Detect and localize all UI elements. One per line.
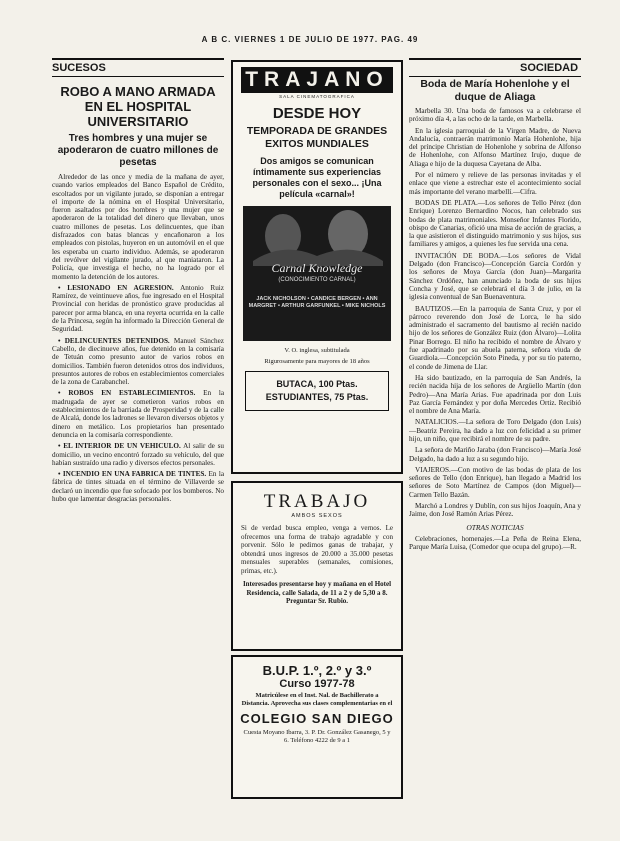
film-tagline: Dos amigos se comunican íntimamente sus experiencias personales con el sexo... ¡Una película «carnal»! — [252, 156, 382, 199]
film-rating: Rigurosamente para mayores de 18 años — [264, 358, 370, 365]
trajano-logo-sub: SALA CINEMATOGRAFICA — [279, 94, 355, 99]
right-paragraph: Ha sido bautizado, en la parroquia de San Andrés, la recién nacida hija de los señores de Argüello Martín (don Pedro)—Ana María Arias. Fue apadrinada por don Luis Paz García Fernández y por doña Mercedes Ortiz. Recibió el nombre de Ana María. — [409, 373, 581, 416]
bup-address: Cuesta Moyano Ibarra, 3. P. Dr. González Gasanego, 5 y 6. Teléfono 4222 de 9 a 1 — [243, 729, 391, 744]
price-butaca: BUTACA, 100 Ptas. — [276, 379, 358, 389]
right-paragraph: Celebraciones, homenajes.—La Peña de Reina Elena, Parque María Luisa, (Comedor que ocupa del grupo).—R. — [409, 534, 581, 551]
film-version: V. O. inglesa, subtitulada — [284, 347, 350, 354]
brief-item: • ROBOS EN ESTABLECIMIENTOS. En la madrugada de ayer se cometieron varios robos en establecimientos de la barriada de Prosperidad y de la calle de Alcalá, donde los ladrones se llevaron diversos objetos y dinero en metálico. Los propietarios han presentado denuncia en la comisaría correspondiente. — [52, 389, 224, 439]
brief-item: • DELINCUENTES DETENIDOS. Manuel Sánchez Cabello, de diecinueve años, fue detenido en la comisaría de Tetuán como presunto autor de varios robos en domicilios. También fueron detenidos otros dos individuos, presuntos autores de robos en establecimientos comerciales de la zona de Carabanchel. — [52, 336, 224, 387]
film-poster — [243, 206, 391, 341]
brief-item: • LESIONADO EN AGRESION. Antonio Ruiz Ramírez, de veintinueve años, fue ingresado en el Hospital Provincial con heridas de pronóstico grave producidas al parecer por arma blanca, en una reyerta ocurrida en la calle de la Princesa, según ha informado la Dirección General de Seguridad. — [52, 283, 224, 334]
left-lead-paragraph: Alrededor de las once y media de la mañana de ayer, cuando varios empleados del Banco Español de Crédito, escoltados por un vigilante jurado, se disponían a entregar el importe de la nómina en el Hospital Universitario, fueron asaltados por dos hombres y una mujer que se apoderaron de la totalidad del dinero que llevaban, unos cuatro millones de pesetas. Los delincuentes, que iban disfrazados con batas blancas y encañonaron a los empleados con pistolas, huyeron en un automóvil en el que les esperaba un cuarto individuo. Además, se apoderaron del revólver del vigilante jurado, al que maniataron. La Policía, que investiga el hecho, no ha logrado por el momento la detención de los autores. — [52, 173, 224, 281]
film-cast: JACK NICHOLSON • CANDICE BERGEN • ANN MARGRET • ARTHUR GARFUNKEL • MIKE NICHOLS — [248, 296, 386, 309]
trabajo-body: Si de verdad busca empleo, venga a vernos. Le ofrecemos una forma de trabajo agradable y con porvenir. Sólo le pedimos ganas de trabajar, y obtendrá unos ingresos de 20.000 a 35.000 pesetas mensuales superables (semanales, comisiones, primas, etc.). — [241, 524, 393, 575]
right-paragraph: Por el número y relieve de las personas invitadas y el enlace que viene a estrechar este el acontecimiento social más importante del verano marbellí.—Cifra. — [409, 171, 581, 196]
section-rule-left — [52, 76, 224, 77]
bup-body: Matricúlese en el Inst. Nal. de Bachillerato a Distancia. Aprovecha sus clases complementarias en el — [241, 692, 393, 707]
section-rule-right — [409, 76, 581, 77]
trabajo-subtitle: AMBOS SEXOS — [291, 513, 343, 519]
right-paragraph: BAUTIZOS.—En la parroquia de Santa Cruz, y por el párroco reverendo don José de Lorca, le ha sido administrado el sacramento del bautismo al recién nacido hijo de los señores de González Ruiz (don Álvaro)—Lolita Pinar Borrego. El niño ha recibido el nombre de Álvaro y fue apadrinado por su abuela paterna, señora viuda de Guardiola.—Concepción Soto Pineda, y por su tío paterno, el conde de Jimena de Llar. — [409, 304, 581, 371]
brief-label: INCENDIO EN UNA FABRICA DE TINTES. — [62, 470, 207, 479]
brief-text: Manuel Sánchez Cabello, de diecinueve años, fue detenido en la comisaría de Tetuán como presunto autor de varios robos en domicilios. También fueron detenidos otros dos individuos, presuntos autores de robos en establecimientos comerciales de la zona de Carabanchel. — [52, 336, 224, 387]
section-sociedad: SOCIEDAD — [520, 62, 579, 74]
brief-text: En la fábrica de tintes situada en el término de Villaverde se declaró un incendio que fue sofocado por los bomberos. No hubo que lamentar desgracias personales. — [52, 470, 224, 503]
right-paragraph: Marchó a Londres y Dublín, con sus hijos Joaquín, Ana y Jaime, don José Ramón Arias Pérez. — [409, 502, 581, 519]
right-paragraph: NATALICIOS.—La señora de Toro Delgado (don Luis)—Beatriz Pereira, ha dado a luz con felicidad a su primer hijo, un niño, que recibirá el nombre de su padre. — [409, 418, 581, 443]
header-rule-left — [52, 58, 224, 60]
price-box — [245, 371, 389, 411]
right-paragraph: La señora de Mariño Jaraba (don Francisco)—María José Delgado, ha dado a luz a su segundo hijo. — [409, 446, 581, 463]
trajano-cinema-ad — [231, 60, 403, 474]
right-paragraph: En la iglesia parroquial de la Virgen Madre, de Nueva Andalucía, contraerán matrimonio María Hohenlohe, hija del príncipe Christian de Hohenlohe y sobrina de Alfonso de Hohenlohe, con Alfonso Martínez Irujo, duque de Aliaga e hijo de la duquesa Cayetana de Alba. — [409, 126, 581, 168]
desde-hoy: DESDE HOY — [272, 105, 362, 122]
left-subheadline: Tres hombres y una mujer se apoderaron de cuatro millones de pesetas — [57, 133, 219, 168]
brief-item: • EL INTERIOR DE UN VEHICULO. Al salir de su domicilio, un vecino encontró forzado su vehículo, del que habían sustraído una radio y diversos efectos personales. — [52, 442, 224, 467]
right-paragraph: INVITACIÓN DE BODA.—Los señores de Vidal Delgado (don Francisco)—Concepción García Cordón y los señores de Moya García (don Juan)—Margarita Sánchez Ordóñez, han anunciado la boda de sus hijos Concha y José, que se celebrará el día 3 de julio, en la iglesia conventual de San Buenaventura. — [409, 251, 581, 302]
trajano-logo: TRAJANO — [241, 67, 393, 93]
bup-ad — [231, 655, 403, 799]
film-title: Carnal Knowledge — [271, 261, 363, 275]
brief-label: EL INTERIOR DE UN VEHICULO. — [63, 442, 181, 451]
brief-text: Al salir de su domicilio, un vecino encontró forzado su vehículo, del que habían sustraído una radio y diversos efectos personales. — [52, 442, 224, 467]
temporada-title: TEMPORADA DE GRANDES EXITOS MUNDIALES — [246, 125, 388, 150]
brief-label: ROBOS EN ESTABLECIMIENTOS. — [68, 389, 196, 398]
bup-curso: Curso 1977-78 — [279, 678, 355, 690]
trabajo-ad — [231, 481, 403, 651]
right-paragraph: Marbella 30. Una boda de famosos va a celebrarse el próximo día 4, a las ocho de la tarde, en Marbella. — [409, 107, 581, 124]
price-estudiantes: ESTUDIANTES, 75 Ptas. — [265, 392, 369, 402]
sucesos-column — [52, 78, 224, 818]
otras-noticias-title: OTRAS NOTICIAS — [466, 522, 524, 532]
bup-colegio: COLEGIO SAN DIEGO — [240, 711, 394, 726]
brief-label: DELINCUENTES DETENIDOS. — [64, 336, 170, 345]
header-rule-right — [409, 58, 581, 60]
right-paragraph: BODAS DE PLATA.—Los señores de Tello Pérez (don Enrique) Lorenzo Bernardino Nocos, han celebrado sus bodas de plata matrimoniales. Monseñor Infantes Florido, obispo de Canarias, ofició una misa de acción de gracias, a la que asistieron el distinguido matrimonio y sus hijos, sus familiares y amigos, a quienes les fue servida una cena. — [409, 198, 581, 249]
brief-text: En la madrugada de ayer se cometieron varios robos en establecimientos de la barriada de Prosperidad y de la calle de Alcalá, donde los ladrones se llevaron diversos objetos y dinero en metálico. Los propietarios han presentado denuncia en la comisaría correspondiente. — [52, 389, 224, 439]
trabajo-title: TRABAJO — [263, 491, 371, 512]
bup-title: B.U.P. 1.º, 2.º y 3.º — [262, 663, 372, 678]
right-paragraph: VIAJEROS.—Con motivo de las bodas de plata de los señores de Tello (don Enrique), han llegado a Madrid los señores de Soto Martínez de Campos (don Miguel)—Carmen Tello Bazán. — [409, 465, 581, 499]
brief-label: LESIONADO EN AGRESION. — [67, 283, 174, 292]
page-header: A B C. VIERNES 1 DE JULIO DE 1977. PAG. 49 — [201, 35, 419, 44]
right-headline: Boda de María Hohenlohe y el duque de Aliaga — [420, 78, 570, 103]
sociedad-column — [409, 78, 581, 818]
film-subtitle: (CONOCIMIENTO CARNAL) — [278, 277, 356, 283]
left-headline: ROBO A MANO ARMADA EN EL HOSPITAL UNIVERSITARIO — [60, 84, 216, 129]
brief-item: • INCENDIO EN UNA FABRICA DE TINTES. En la fábrica de tintes situada en el término de Villaverde se declaró un incendio que fue sofocado por los bomberos. No hubo que lamentar desgracias personales. — [52, 470, 224, 503]
trabajo-contact: Interesados presentarse hoy y mañana en el Hotel Residencia, calle Salada, de 11 a 2 y de 5,30 a 8. Preguntar Sr. Rubio. — [242, 580, 392, 605]
section-sucesos: SUCESOS — [52, 62, 106, 74]
brief-text: Antonio Ruiz Ramírez, de veintinueve años, fue ingresado en el Hospital Provincial con heridas de pronóstico grave producidas al parecer por arma blanca, en una reyerta ocurrida en la calle de la Princesa, según ha informado la Dirección General de Seguridad. — [52, 283, 224, 334]
